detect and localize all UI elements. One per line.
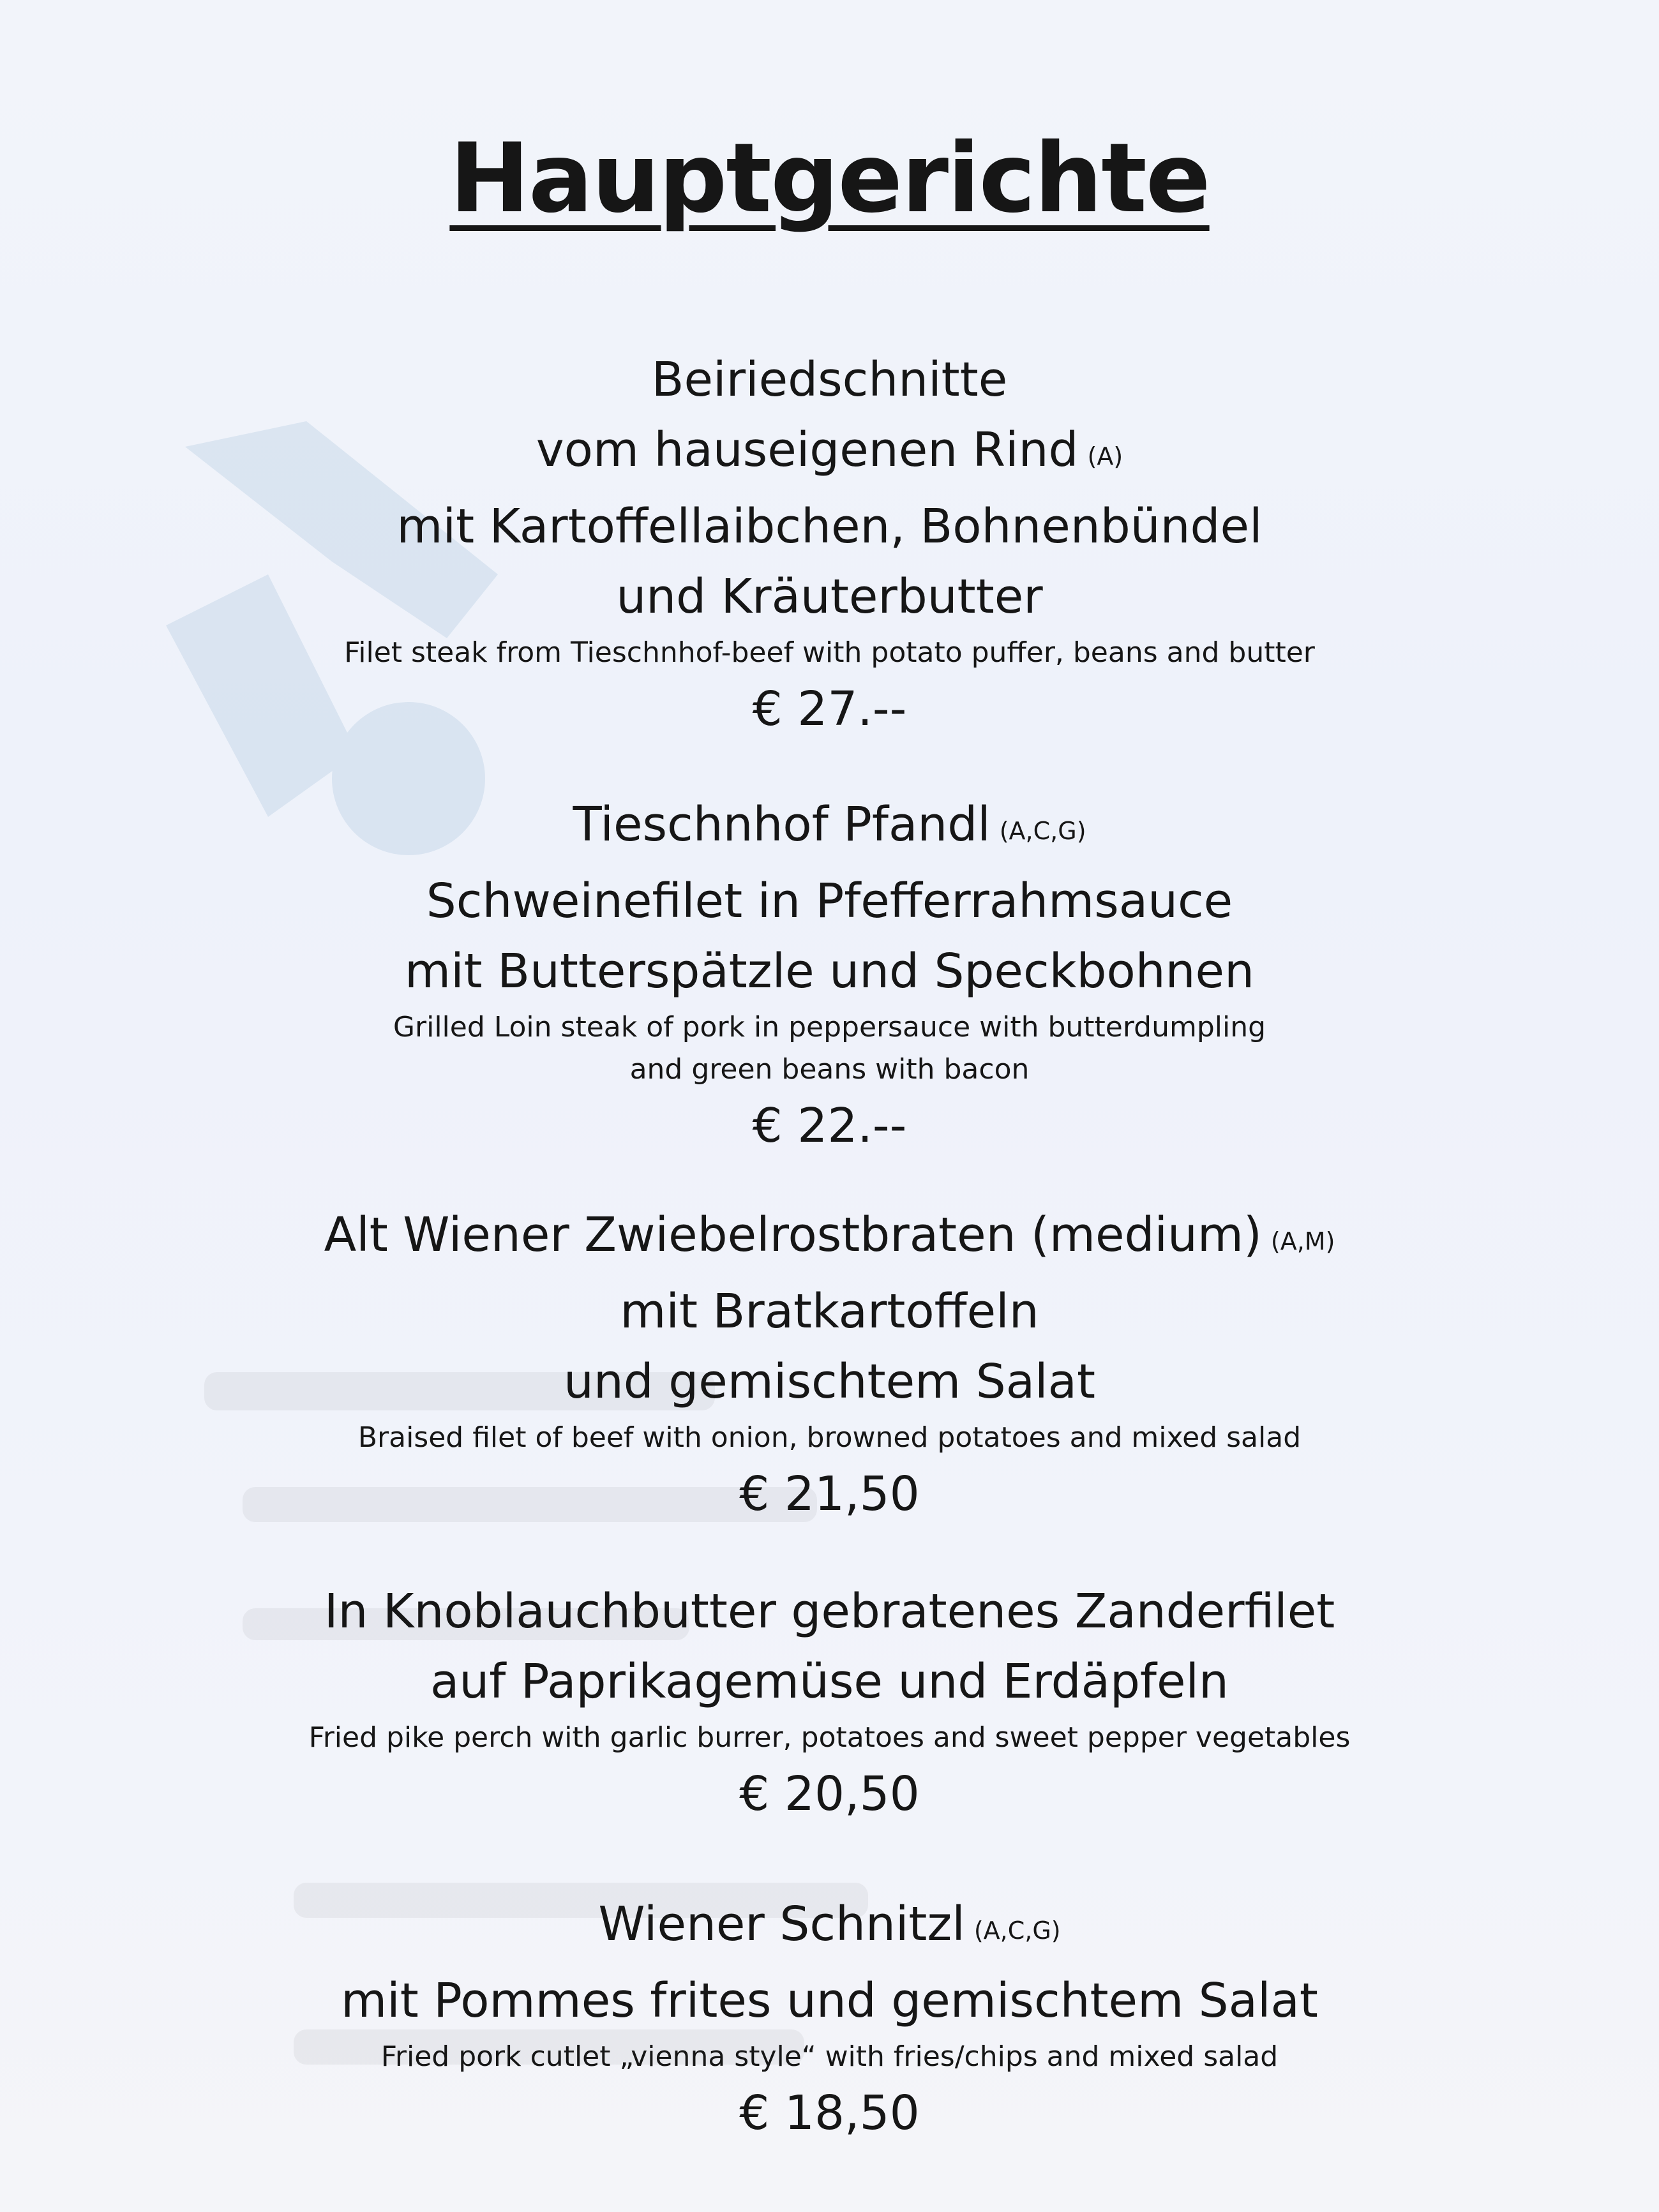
dish-price: € 20,50 — [739, 1767, 920, 1821]
dish-price: € 22.-- — [752, 1098, 907, 1153]
menu-title-text: Hauptgerichte — [449, 123, 1210, 234]
dish-name-line — [0, 1200, 1659, 1276]
dish-description-line: und gemischtem Salat — [564, 1354, 1095, 1409]
dish-name-line — [0, 1889, 1659, 1966]
dish-price: € 18,50 — [739, 2086, 920, 2141]
dish-name-line: Beiriedschnitte — [651, 352, 1008, 407]
dish-translation: Fried pork cutlet „vienna style“ with fries/chips and mixed salad — [380, 2040, 1279, 2073]
dish-translation: and green beans with bacon — [629, 1053, 1030, 1086]
dish-price: € 21,50 — [739, 1467, 920, 1521]
allergen-codes: (A) — [1087, 442, 1123, 470]
dish-name-line: In Knoblauchbutter gebratenes Zanderfilet — [324, 1584, 1335, 1639]
dish-description-line: mit Bratkartoffeln — [620, 1284, 1039, 1339]
dish-name-text: Wiener Schnitzl — [598, 1897, 965, 1952]
dish-description-text: vom hauseigenen Rind — [536, 422, 1079, 477]
dish-description-line: mit Butterspätzle und Speckbohnen — [405, 944, 1254, 999]
dish-tieschnhof-pfandl — [0, 789, 1659, 1161]
dish-wiener-schnitzl — [0, 1889, 1659, 2148]
dish-translation: Braised filet of beef with onion, browned potatoes and mixed salad — [357, 1421, 1302, 1454]
dish-zanderfilet — [0, 1576, 1659, 1829]
dish-name-line — [0, 789, 1659, 866]
dish-name-text: Alt Wiener Zwiebelrostbraten (medium) — [324, 1207, 1262, 1262]
dish-zwiebelrostbraten — [0, 1200, 1659, 1529]
dish-price: € 27.-- — [752, 682, 907, 736]
dish-beiriedschnitte — [0, 345, 1659, 744]
allergen-codes: (A,C,G) — [999, 817, 1086, 845]
dish-description-line: mit Pommes frites und gemischtem Salat — [341, 1973, 1318, 2028]
dish-description-line: auf Paprikagemüse und Erdäpfeln — [430, 1654, 1229, 1709]
dish-description-line: und Kräuterbutter — [616, 569, 1043, 624]
menu-title — [0, 121, 1659, 236]
dish-description-line: mit Kartoffellaibchen, Bohnenbündel — [396, 499, 1263, 554]
dish-description-line — [0, 415, 1659, 491]
dish-description-line: Schweinefilet in Pfefferrahmsauce — [426, 874, 1233, 929]
dish-name-text: Tieschnhof Pfandl — [573, 797, 991, 852]
dish-translation: Filet steak from Tieschnhof-beef with potato puffer, beans and butter — [344, 636, 1315, 669]
allergen-codes: (A,C,G) — [973, 1917, 1061, 1945]
dish-translation: Fried pike perch with garlic burrer, potatoes and sweet pepper vegetables — [308, 1721, 1351, 1754]
allergen-codes: (A,M) — [1270, 1227, 1335, 1255]
dish-translation: Grilled Loin steak of pork in peppersauce with butterdumpling — [393, 1011, 1266, 1043]
